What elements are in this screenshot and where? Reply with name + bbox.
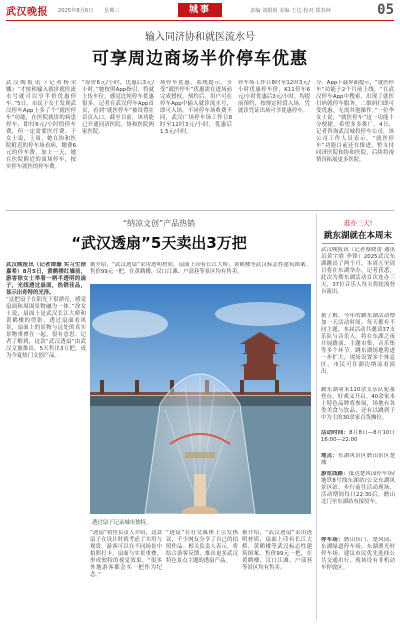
column-divider (316, 214, 317, 620)
info-place (321, 453, 395, 469)
info-place-label: 地点： (321, 453, 339, 459)
right-title: 跳东湖就在本周末 (323, 231, 392, 241)
masthead: 武汉晚报 (6, 7, 48, 18)
page-number: 05 (377, 2, 394, 18)
photo-caption: 透过扇子记录城市独特。 (92, 520, 152, 526)
main-byline: 武汉晚报讯（记者谭璇 实习生徐嘉希）8月5日，黄鹤楼红墙前，游客徐女士举着一柄半透明的扇子，光线透过扇面，热销佳品，显示出奇特的光泽。 (6, 262, 86, 296)
info-time-label: 活动时间： (321, 430, 350, 436)
right-kicker: 逛办三天! (343, 219, 373, 227)
info-time (321, 430, 395, 452)
main-column-5: 据介绍，“武汉透扇”采用透明材质，扇面上印有长江大桥、黄鹤楼等武汉标志性建筑图案。售价99元一把，在黄鹤楼、汉口江滩、户部巷等景区均有售卖。 (242, 530, 312, 571)
info-parking-value: 磨山东门、楚风园、东湖绿道停车场、东湖渔光村停车场，建议市民优先选择公共交通出行，现场设有非机动车停放区。 (321, 537, 395, 571)
right-byline: 武汉晚报讯（记者蔡晓蕾 通讯员黄宇晗 李锋）2025武汉东湖跳出了两个月，本周五至周日将在东湖举办，记者获悉，此次为期东湖活动首次连办三天，37位音乐人每天将轮流登台演出。 (321, 247, 395, 295)
main-column-3: “透扇”销售负责人介绍，这款扇子在设计时就考虑了实用与观赏，游客可以在不同场景中拍照打卡，扇面与实景重叠，形成独特的视觉效果。“很多外地游客都会买一把作为纪念。” (90, 530, 162, 578)
main-title: “武汉透扇”5天卖出3万把 (71, 234, 247, 252)
right-body-1: 据了解，今年的跳东湖活动增加一天活动时间，每天都有不同主题，本届活动共邀请37支乐队与音乐人，将在东湖之夜开展路演、主题市集、音乐集等多个环节。跳东湖场地将进一步扩大，现场设置多个休息区，市民可在湖边纳凉看演出。 (321, 313, 395, 375)
issue-date: 2025年8月6日 (58, 8, 94, 14)
info-parking (321, 537, 395, 619)
section-tag: 城事 (178, 3, 222, 17)
lead-bottom-rule (6, 210, 394, 211)
right-body-2: 跳东湖周末110余支乐队轮番登台，好戏又开启。40余家本土特色品牌将参展，场地有各类美食与饮品，还有以跳到于中为主的30余家百货摊位。 (321, 387, 395, 421)
info-place-value: 东湖风景区磨山景区楚城 (321, 453, 395, 466)
main-column-4: “透扇”在社交媒体上引发热议，不少网友分享了自己的拍照作品。相关负责人表示，将结合游客反馈，推出更多武汉特色景点主题的透扇产品。 (166, 530, 238, 564)
lead-title: 可享周边商场半价停车优惠 (92, 49, 308, 69)
editors-line: 责编 刘娟娟 美编 王达 校对 郑春林 (250, 8, 331, 14)
fan-photo (90, 284, 311, 514)
info-route-value: 抵达楚风园停车场/地铁8号线东湖站/公交东湖风景区站，步行前往活动现场，活动期间每日22:30后，磨山北门至东湖站有接驳车。 (321, 471, 395, 505)
lead-column-1: 武汉晚报讯（记者杨荣娜）“才按和输入就诊就医流水号就可以享半价优惠停车。”5日，市民于女士发现武汉停车App上多了个“就医停车”功能，在医院就诊的病患停车，即付6元/小时的停车费，但一定需要医疗费。于女士说，上周，她在协和医院附近的停车场看病，缴费6元的停车费，加上一天，她在医院附近的商场停车，按实停车就医的停车费。 (6, 80, 76, 170)
fan-photo-svg (90, 284, 311, 514)
issue-weekday: 星期三 (104, 8, 120, 14)
lead-column-3: 场停车优惠。系统提示，享受“就医停车”优惠需在进场前完成授权。预约后，用户可在停车App中输入就诊流水号，即可入场。不同停车场收费不同，武汉广场停车场工作日8时至12时3元/小时，优惠后1.5元/小时。 (160, 80, 232, 135)
main-column-1-body: “这把扇子在阳光下很漂亮，感觉扇面和周围景物融为一体。”徐女士说，扇面上是武汉长江大桥和黄鹤楼的剪影，透过扇面看风景，扇面上的景物与远处的真实景物重叠在一起，很有意思。记者了解到，这款“武汉透扇”由武汉文旅推出，5天售出3万把，成为今夏热门文创产品。 (6, 297, 86, 359)
lead-subtitle: 输入同济协和就医流水号 (145, 32, 255, 43)
lead-column-2: “原价6元/小时，优惠后3元/小时。”她按照App指引，将就上传车位，感觉比纯停车优惠很多。记者在武汉停车App首页，看到“就医停车”被设置在首页入口。截至目前，该功能已开通同济医院、协和医院两家医院。 (82, 80, 154, 135)
lead-column-5: 分。App下载界面提示，“就医停车”功能于2个月前上线。“在武汉停车App中搜索，出现了就医扫码就停车服务，二维码扫即可受优惠，无需其他操作。”一位李女士说，“就医停车”这一功能十分便捷，希望多多推广。4日，记者咨询武汉城投停车公司，该公司工作人员表示，“就医停车”功能目前还在推进，暂支持同济医院和协和医院，后续将视情况拓展更多医院。 (316, 80, 394, 163)
info-route (321, 471, 395, 535)
right-title-rule (322, 243, 394, 244)
info-parking-label: 停车场： (321, 537, 344, 543)
main-column-1 (6, 262, 86, 618)
page-header (0, 0, 400, 22)
lead-column-4: 停车场工作日8时至12时3元/小时优惠停车价，K11停车6元/小时优惠后3元/小时。均提前预约，按规定时段入场，凭就诊凭证出场可享优惠停车。 (238, 80, 310, 114)
info-time-value: 8月8日—8月10日 16:00—22:00 (321, 430, 395, 443)
main-column-2-top: 据介绍，“武汉透扇”采用透明材质，扇面上印有长江大桥、黄鹤楼等武汉标志性建筑图案。售价99元一把，在黄鹤楼、汉口江滩、户部巷等景区均有售卖。 (90, 262, 311, 275)
info-route-label: 游览线路： (321, 471, 349, 477)
main-kicker: “纳凉文创”产品热销 (122, 219, 196, 228)
header-rule (6, 20, 394, 21)
